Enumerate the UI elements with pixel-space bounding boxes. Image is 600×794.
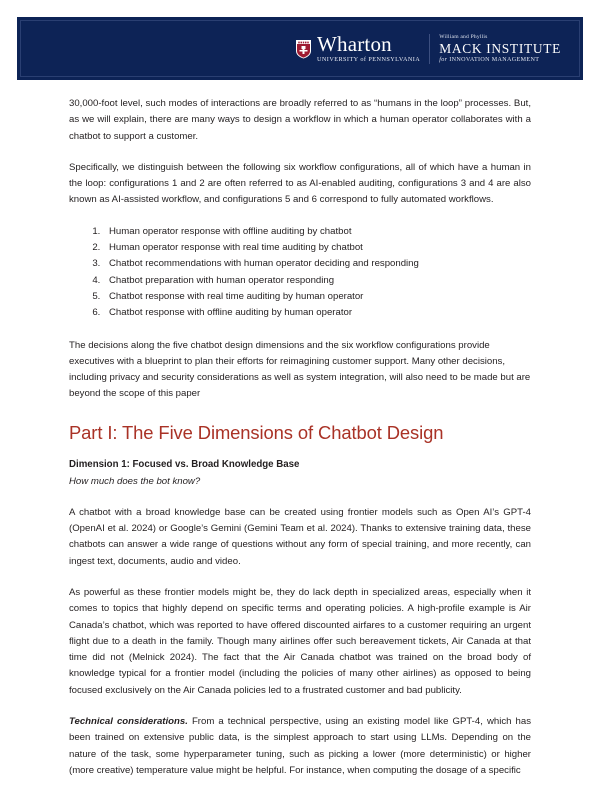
logo-lockup	[295, 31, 561, 64]
paragraph-six-configurations: Specifically, we distinguish between the following six workflow configurations, all of which have a human in the loop: configurations 1 and 2 are often referred to as AI-enabled auditing, configurations 3 and 4 are also known as AI-assisted workflow, and configurations 5 and 6 correspond to fully automated workflows.	[69, 161, 531, 206]
list-item: 3. Chatbot recommendations with human operator deciding and responding	[103, 256, 531, 272]
dimension-one-question: How much does the bot know?	[69, 475, 201, 487]
paragraph-blueprint: The decisions along the five chatbot design dimensions and the six workflow configurations provide executives with a blueprint to plan their efforts for reimagining customer support. Many other decisions, including privacy and security considerations as well as system integration, will also need to be made but are beyond the scope of this paper	[69, 339, 531, 400]
workflow-configuration-list	[69, 224, 531, 322]
part-one-heading: Part I: The Five Dimensions of Chatbot Design	[69, 421, 444, 443]
wharton-logo	[295, 31, 430, 64]
list-item: 6. Chatbot response with offline auditing by human operator	[103, 305, 531, 321]
mack-subtitle-rest: INNOVATION MANAGEMENT	[449, 56, 540, 63]
paragraph-air-canada-example: As powerful as these frontier models might be, they do lack depth in specialized areas, especially when it comes to topics that highly depend on specific terms and operating policies. A high-profile example is Air Canada’s chatbot, which was reported to have offered discounted airfares to a customer requiring an urgent flight due to a death in the family. Though many airlines offer such bereavement tickets, Air Canada at that time did not (Melnick 2024). The fact that the Air Canada chatbot was trained on the broad body of knowledge typical for a frontier model (including the policies of many other airlines) as opposed to being focused exclusively on the Air Canada policies led to a frustrated customer and bad publicity.	[69, 586, 531, 696]
paragraph-intro-continuation: 30,000-foot level, such modes of interactions are broadly referred to as “humans in the loop” processes. But, as we will explain, there are many ways to design a workflow in which a human operator collaborates with a chatbot to support a customer.	[69, 98, 531, 142]
penn-shield-icon	[295, 39, 312, 59]
list-item: 5. Chatbot response with real time auditing by human operator	[103, 289, 531, 305]
list-item: 2. Human operator response with real time auditing by chatbot	[103, 240, 531, 256]
paragraph-technical-considerations	[69, 714, 531, 779]
technical-considerations-lead: Technical considerations.	[69, 716, 188, 728]
wharton-subtitle: UNIVERSITY of PENNSYLVANIA	[316, 55, 421, 63]
mack-institute-logo	[439, 34, 561, 64]
paragraph-broad-knowledge-base: A chatbot with a broad knowledge base can be created using frontier models such as Open AI’s GPT-4 (OpenAI et al. 2024) or Google’s Gemini (Gemini Team et al. 2024). Thanks to extensive training data, these chatbots can answer a wide range of questions without any form of special training, and more recently, can ingest text, documents, audio and video.	[69, 506, 531, 567]
mack-subtitle	[439, 56, 561, 64]
document-body	[69, 96, 531, 794]
page-header-banner	[17, 17, 583, 80]
mack-preline: William and Phyllis	[439, 33, 488, 40]
wharton-name: Wharton	[316, 31, 392, 56]
mack-name: MACK INSTITUTE	[439, 40, 561, 56]
wharton-wordmark	[316, 31, 421, 64]
technical-considerations-body: From a technical perspective, using an existing model like GPT-4, which has been trained on extensive public data, is the simplest approach to start using LLMs. Depending on the nature of the task, some hyperparameter tuning, such as picking a lower (more deterministic) or higher (more creative) temperature value might be helpful. For instance, when computing the dosage of a specific	[69, 716, 532, 776]
list-item: 1. Human operator response with offline auditing by chatbot	[103, 224, 531, 240]
dimension-one-heading: Dimension 1: Focused vs. Broad Knowledge Base	[69, 458, 300, 470]
list-item: 4. Chatbot preparation with human operator responding	[103, 273, 531, 289]
mack-subtitle-italic: for	[439, 56, 448, 63]
